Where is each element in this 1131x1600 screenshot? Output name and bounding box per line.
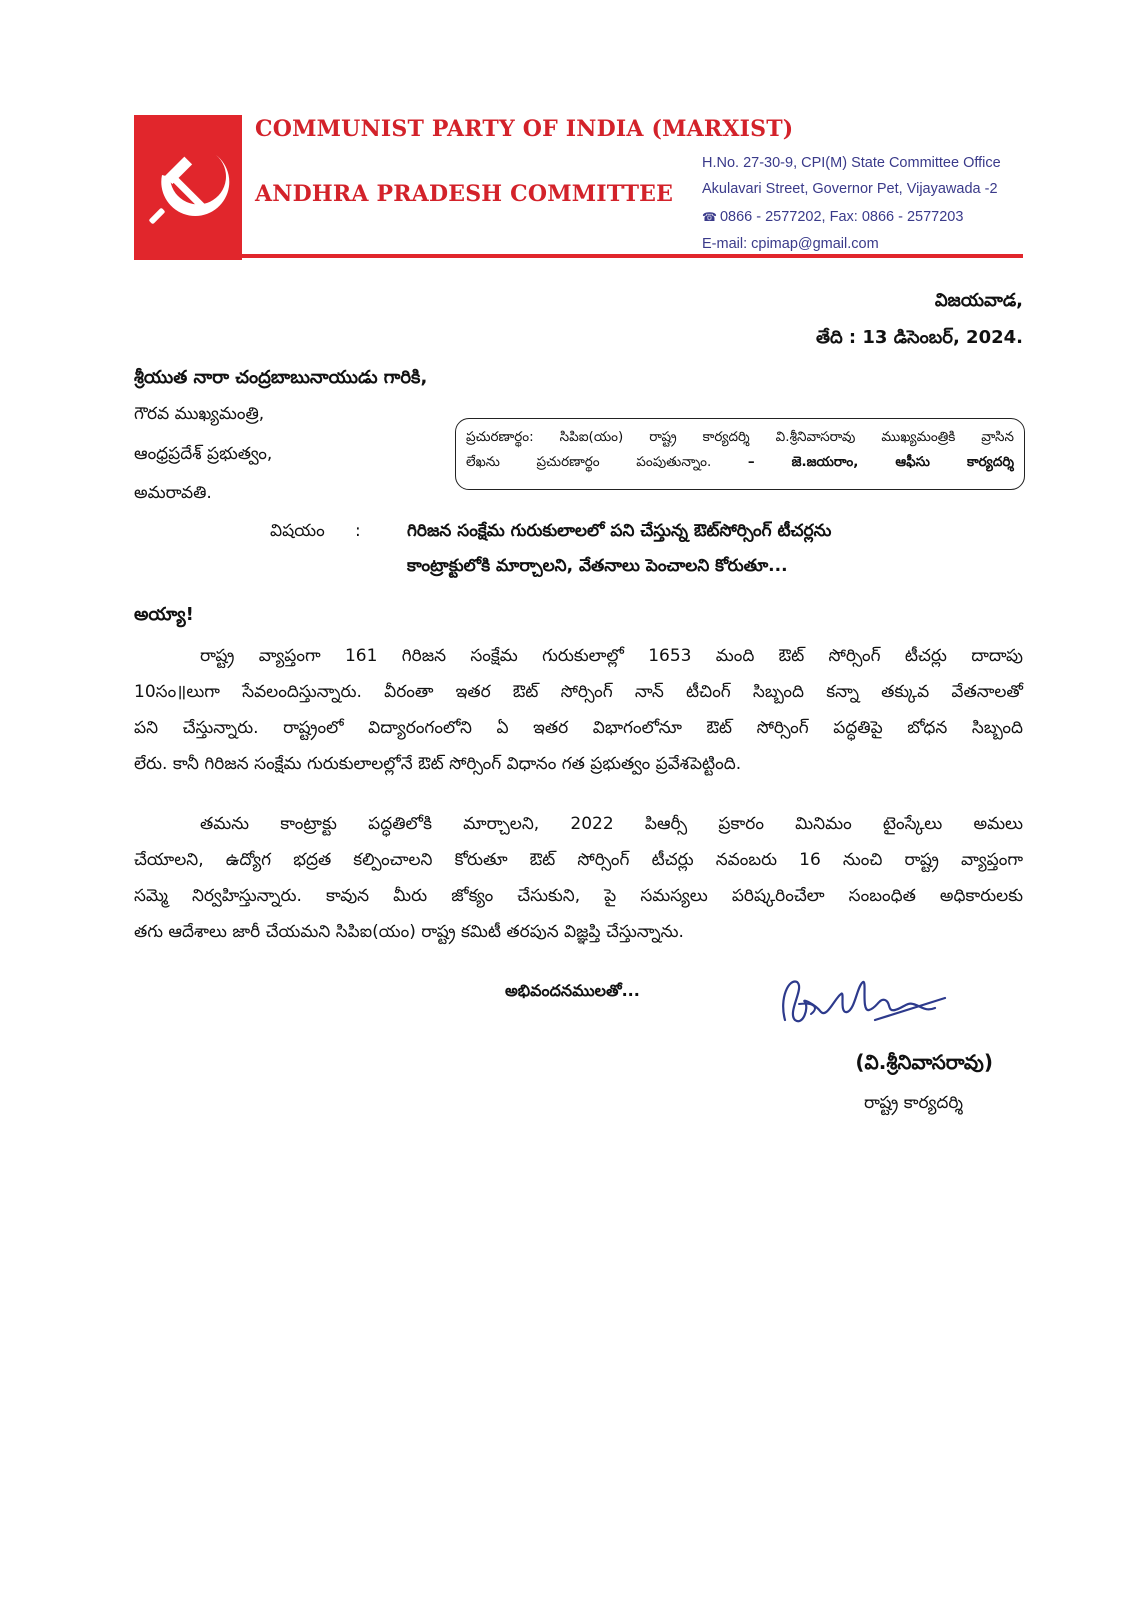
letterhead-rule xyxy=(134,254,1023,258)
press-note-line1: ప్రచురణార్థం: సిపిఐ(యం) రాష్ట్ర కార్యదర్శి వి.శ్రీనివాసరావు ముఖ్యమంత్రికి వ్రాసిన xyxy=(466,429,1014,445)
press-note-box xyxy=(455,418,1025,490)
email-line: E-mail: cpimap@gmail.com xyxy=(702,236,879,252)
paragraph-line: సమ్మె నిర్వహిస్తున్నారు. కావున మీరు జోక్యం చేసుకుని, పై సమస్యలు పరిష్కరించేలా సంబంధిత అధికారులకు xyxy=(134,886,1023,906)
phone-fax-text: 0866 - 2577202, Fax: 0866 - 2577203 xyxy=(719,209,964,225)
office-address-line2: Akulavari Street, Governor Pet, Vijayawada -2 xyxy=(702,181,998,197)
paragraph-line: తమను కాంట్రాక్టు పద్ధతిలోకి మార్చాలని, 2022 పిఆర్సీ ప్రకారం మినిమం టైంస్కేలు అమలు xyxy=(200,814,1023,834)
hammer-sickle-icon xyxy=(134,115,242,260)
addressee-name: శ్రీయుత నారా చంద్రబాబునాయుడు గారికి, xyxy=(134,367,428,388)
place: విజయవాడ, xyxy=(934,290,1023,311)
phone-fax-line xyxy=(702,209,963,225)
addressee-title: గౌరవ ముఖ్యమంత్రి, xyxy=(134,404,265,424)
closing: అభివందనములతో... xyxy=(505,981,640,1000)
office-address-line1: H.No. 27-30-9, CPI(M) State Committee Office xyxy=(702,155,1001,171)
handwritten-signature xyxy=(775,968,965,1038)
signatory-name: (వి.శ్రీనివాసరావు) xyxy=(855,1050,993,1074)
signatory-designation: రాష్ట్ర కార్యదర్శి xyxy=(863,1093,963,1113)
subject-colon: : xyxy=(355,521,361,541)
press-note-text: లేఖను ప్రచురణార్థం పంపుతున్నాం. xyxy=(466,453,712,470)
paragraph-line: తగు ఆదేశాలు జారీ చేయమని సిపిఐ(యం) రాష్ట్ర కమిటీ తరపున విజ్ఞప్తి చేస్తున్నాను. xyxy=(134,922,684,942)
addressee-government: ఆంధ్రప్రదేశ్ ప్రభుత్వం, xyxy=(134,444,273,464)
paragraph-line: రాష్ట్ర వ్యాప్తంగా 161 గిరిజన సంక్షేమ గురుకులాల్లో 1653 మంది ఔట్ సోర్సింగ్ టీచర్లు దాదాపు xyxy=(200,646,1023,666)
paragraph-line: లేరు. కానీ గిరిజన సంక్షేమ గురుకులాలల్లోనే ఔట్ సోర్సింగ్ విధానం గత ప్రభుత్వం ప్రవేశపెట్టింది. xyxy=(134,754,742,774)
subject-label: విషయం xyxy=(270,521,325,541)
subject-line2: కాంట్రాక్టులోకి మార్చాలని, వేతనాలు పెంచాలని కోరుతూ... xyxy=(407,556,788,576)
body-paragraph-2 xyxy=(134,806,1023,950)
paragraph-line: పని చేస్తున్నారు. రాష్ట్రంలో విద్యారంగంలోని ఏ ఇతర విభాగంలోనూ ఔట్ సోర్సింగ్ పద్ధతిపై బోధన సిబ్బంది xyxy=(134,718,1023,738)
paragraph-line: చేయాలని, ఉద్యోగ భద్రత కల్పించాలని కోరుతూ ఔట్ సోర్సింగ్ టీచర్లు నవంబరు 16 నుంచి రాష్ట్ర వ్యాప్తంగా xyxy=(134,850,1023,870)
subject-line1: గిరిజన సంక్షేమ గురుకులాలలో పని చేస్తున్న ఔట్‌సోర్సింగ్ టీచర్లను xyxy=(407,521,832,541)
salutation: అయ్యా! xyxy=(134,604,194,625)
org-name-line2: ANDHRA PRADESH COMMITTEE xyxy=(255,181,674,207)
letter-date: తేది : 13 డిసెంబర్, 2024. xyxy=(815,327,1023,348)
press-note-line2 xyxy=(466,450,1014,475)
party-logo xyxy=(134,115,242,260)
org-name-line1: COMMUNIST PARTY OF INDIA (MARXIST) xyxy=(255,116,794,142)
addressee-city: అమరావతి. xyxy=(134,483,212,503)
body-paragraph-1 xyxy=(134,638,1023,782)
press-note-signoff: – జె.జయరాం, ఆఫీసు కార్యదర్శి xyxy=(747,453,1014,470)
phone-icon: ☎ xyxy=(702,210,717,224)
paragraph-line: 10సం॥లుగా సేవలందిస్తున్నారు. వీరంతా ఇతర ఔట్ సోర్సింగ్ నాన్ టీచింగ్ సిబ్బంది కన్నా తక్కువ వేతనాలతో xyxy=(134,682,1023,702)
